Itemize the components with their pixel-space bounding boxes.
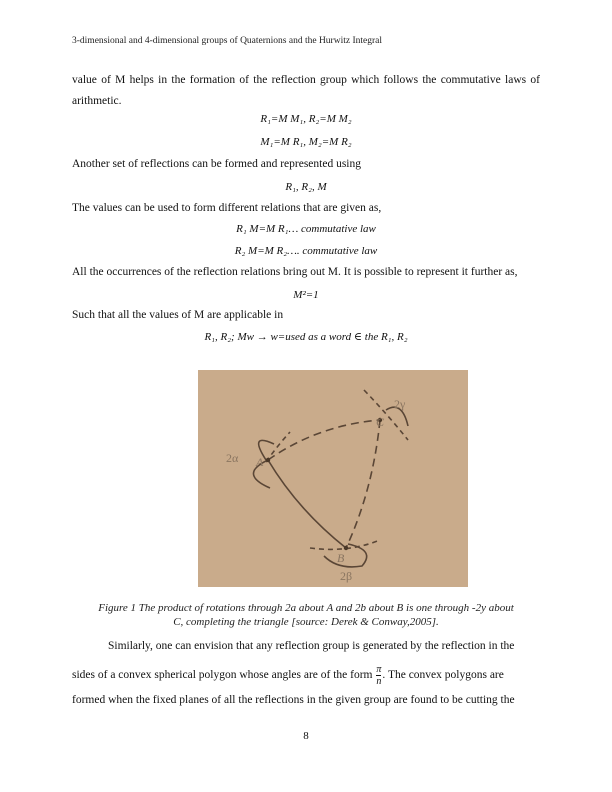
label-b: B: [337, 551, 345, 565]
label-2gamma: 2γ: [394, 397, 406, 411]
para-line2-start: sides of a convex spherical polygon whose angles are of the form: [72, 669, 373, 681]
fraction-pi-over-n: [376, 664, 381, 687]
paragraph-such-that: Such that all the values of M are applicable in: [72, 309, 284, 321]
equation-r-mm: R₁=M M₁, R₂=M M₂: [260, 113, 352, 125]
paragraph-another-set: Another set of reflections can be formed and represented using: [72, 158, 361, 170]
paragraph-reflection-group: value of M helps in the formation of the reflection group which follows the commutative laws of arithmetic.: [72, 74, 540, 107]
vertex-b: [344, 546, 348, 550]
caption-line-1: Figure 1 The product of rotations through 2a about A and 2b about B is one through -2y about: [98, 602, 514, 614]
paragraph-similarly-line2: [72, 660, 540, 690]
equation-m-squared: M²=1: [293, 289, 319, 301]
label-c: C: [376, 415, 385, 429]
fraction-denominator: n: [376, 675, 382, 687]
equation-m-mr: M₁=M R₁, M₂=M R₂: [260, 136, 352, 148]
page-number: 8: [303, 730, 309, 742]
equation-commutative-r2: R₂ M=M R₂…. commutative law: [234, 245, 378, 257]
equation-r1-r2-m: R₁, R₂, M: [285, 181, 327, 193]
paragraph-values-relations: The values can be used to form different relations that are given as,: [72, 202, 382, 214]
triangle-rotation-figure: [198, 370, 468, 587]
fraction-numerator: π: [376, 663, 382, 675]
label-2beta: 2β: [340, 569, 353, 583]
equation-word: R₁, R₂; Mw → w=used as a word ∈ the R₁, R₂: [204, 331, 408, 343]
equation-commutative-r1: R₁ M=M R₁… commutative law: [236, 223, 376, 235]
paragraph-similarly: Similarly, one can envision that any reflection group is generated by the reflection in the: [108, 640, 515, 652]
running-header: 3-dimensional and 4-dimensional groups of Quaternions and the Hurwitz Integral: [72, 36, 382, 46]
para-line2-end: . The convex polygons are: [382, 669, 504, 681]
paragraph-convex-polygons: formed when the fixed planes of all the reflections in the given group are found to be cutting the: [72, 694, 515, 706]
label-a: A: [256, 455, 264, 469]
figure-photo: [198, 370, 468, 587]
figure-background: [198, 370, 468, 587]
caption-line-2: C, completing the triangle [source: Derek & Conway,2005].: [173, 616, 439, 628]
vertex-a: [266, 458, 270, 462]
paragraph-occurrences: All the occurrences of the reflection relations bring out M. It is possible to represent it further as,: [72, 266, 518, 278]
figure-caption: [72, 601, 540, 629]
label-2alpha: 2α: [226, 451, 239, 465]
